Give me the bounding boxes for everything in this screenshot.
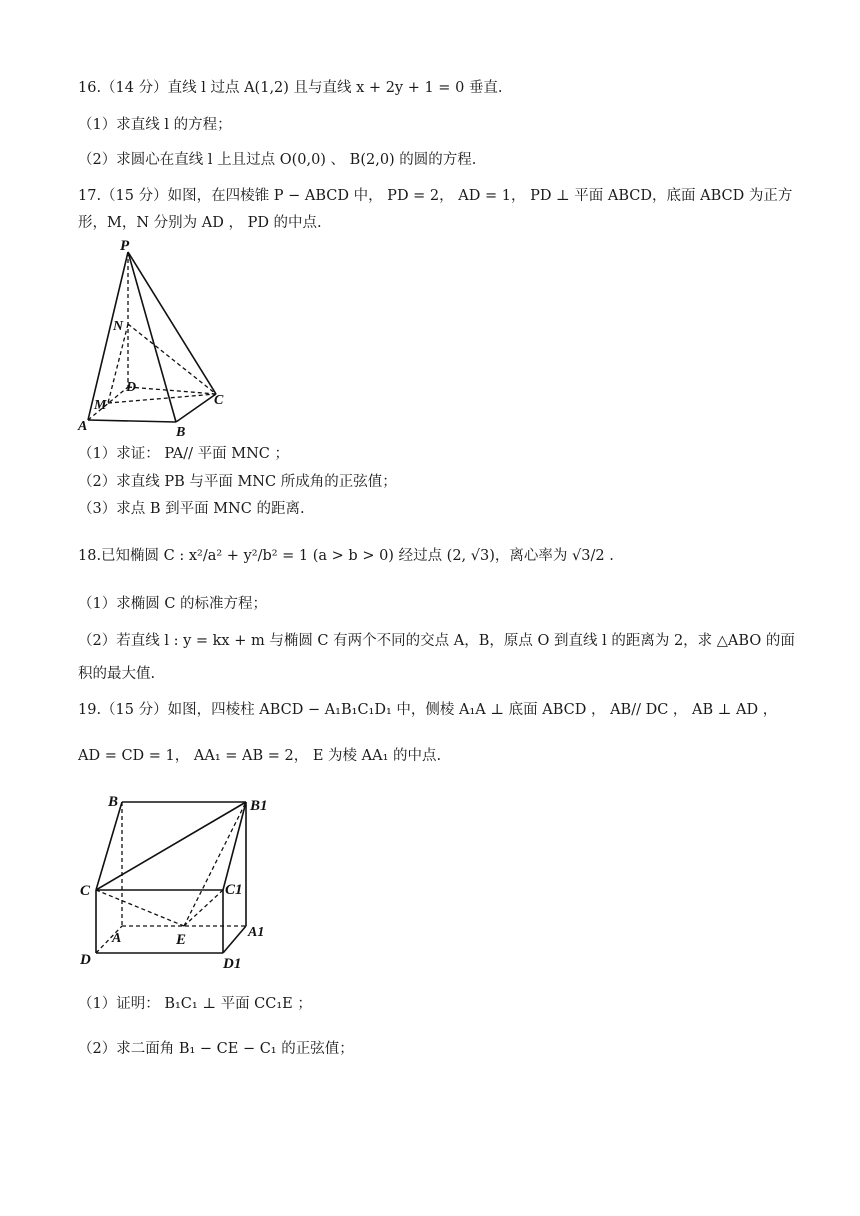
problem-18-stem: 18.已知椭圆 C : x²/a² + y²/b² = 1 (a > b > 0) 经过点 (2, √3)，离心率为 √3/2 .	[78, 548, 614, 564]
vertex-label-N: N	[113, 319, 124, 334]
prism-figure	[76, 786, 276, 976]
vertex-label-C: C	[214, 393, 224, 408]
problem-16-stem: 16.（14 分）直线 l 过点 A(1,2) 且与直线 x + 2y + 1 = 0 垂直.	[78, 80, 503, 96]
problem-18-part-1: （1）求椭圆 C 的标准方程；	[78, 596, 268, 612]
problem-18-part-2: （2）若直线 l : y = kx + m 与椭圆 C 有两个不同的交点 A，B，原点 O 到直线 l 的距离为 2，求 △ABO 的面	[78, 633, 795, 649]
vertex-label-D1: D1	[223, 956, 242, 972]
vertex-label-C1: C1	[225, 882, 243, 898]
problem-19-stem-cont: AD = CD = 1， AA₁ = AB = 2， E 为棱 AA₁ 的中点.	[78, 748, 442, 764]
problem-19-stem: 19.（15 分）如图，四棱柱 ABCD − A₁B₁C₁D₁ 中，侧棱 A₁A ⊥ 底面 ABCD ， AB// DC ， AB ⊥ AD ，	[78, 702, 778, 718]
problem-16-part-2: （2）求圆心在直线 l 上且过点 O(0,0) 、 B(2,0) 的圆的方程.	[78, 152, 477, 168]
vertex-label-B: B	[108, 794, 119, 810]
vertex-label-D: D	[126, 380, 137, 395]
vertex-label-A1: A1	[248, 925, 265, 940]
vertex-label-B1: B1	[250, 798, 268, 814]
problem-17-part-2: （2）求直线 PB 与平面 MNC 所成角的正弦值；	[78, 474, 397, 490]
problem-19-part-2: （2）求二面角 B₁ − CE − C₁ 的正弦值；	[78, 1041, 354, 1057]
vertex-label-P: P	[120, 238, 130, 254]
problem-17-part-1: （1）求证： PA// 平面 MNC ；	[78, 446, 289, 462]
vertex-label-A: A	[78, 419, 88, 434]
vertex-label-M: M	[94, 398, 107, 413]
problem-17-part-3: （3）求点 B 到平面 MNC 的距离.	[78, 501, 305, 517]
vertex-label-B: B	[176, 425, 186, 440]
vertex-label-D: D	[80, 952, 91, 968]
vertex-label-A: A	[112, 931, 122, 946]
vertex-label-C: C	[80, 883, 91, 899]
vertex-label-E: E	[176, 932, 187, 948]
problem-17-stem-cont: 形，M，N 分别为 AD ， PD 的中点.	[78, 215, 322, 231]
problem-18-part-2-cont: 积的最大值.	[78, 666, 156, 682]
pyramid-figure	[76, 232, 236, 442]
problem-19-part-1: （1）证明： B₁C₁ ⊥ 平面 CC₁E ；	[78, 996, 312, 1012]
problem-17-stem: 17.（15 分）如图，在四棱锥 P − ABCD 中， PD = 2， AD = 1， PD ⊥ 平面 ABCD，底面 ABCD 为正方	[78, 188, 793, 204]
problem-16-part-1: （1）求直线 l 的方程；	[78, 117, 232, 133]
